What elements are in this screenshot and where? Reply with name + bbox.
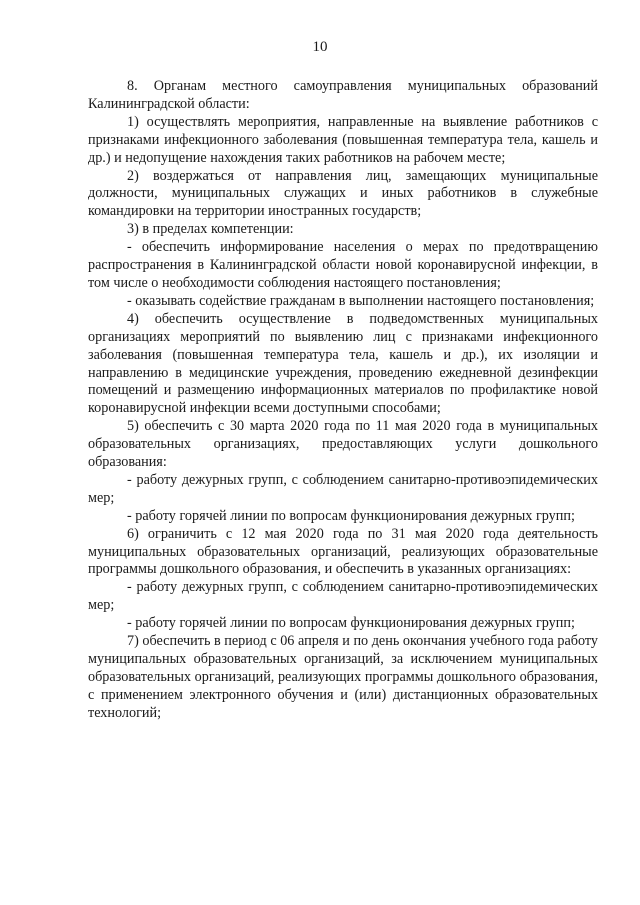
page-number: 10 — [312, 39, 328, 55]
paragraph-item-8: 8. Органам местного самоуправления муниципальных образований Калининградской области: — [88, 78, 598, 112]
paragraph-subitem-4: 4) обеспечить осуществление в подведомственных муниципальных организациях мероприятий по выявлению лиц с признаками инфекционного заболевания (повышенная температура тела, кашель и др.), их изоляции и направлению в медицинские учреждения, проведению ежедневной дезинфекции помещений и размещению информационных материалов по профилактике новой коронавирусной инфекции всеми доступными способами; — [88, 310, 598, 417]
paragraph-subitem-3: 3) в пределах компетенции: — [127, 221, 294, 238]
paragraph-dash-hotline: - работу горячей линии по вопросам функционирования дежурных групп; — [127, 507, 575, 524]
paragraph-subitem-1: 1) осуществлять мероприятия, направленные на выявление работников с признаками инфекционного заболевания (повышенная температура тела, кашель и др.) и недопущение нахождения таких работников на рабочем месте; — [88, 113, 598, 166]
paragraph-subitem-7: 7) обеспечить в период с 06 апреля и по день окончания учебного года работу муниципальных образовательных организаций, за исключением муниципальных образовательных организаций, реализующих программы дошкольного образования, с применением электронного обучения и (или) дистанционных образовательных технологий; — [88, 633, 598, 721]
paragraph-dash-duty-groups: - работу дежурных групп, с соблюдением санитарно-противоэпидемических мер; — [88, 471, 598, 506]
paragraph-dash-hotline-2: - работу горячей линии по вопросам функционирования дежурных групп; — [127, 615, 575, 632]
paragraph-dash-inform: - обеспечить информирование населения о мерах по предотвращению распространения в Калининградской области новой коронавирусной инфекции, в том числе о необходимости соблюдения настоящего постановления; — [88, 239, 598, 291]
paragraph-dash-duty-groups-2: - работу дежурных групп, с соблюдением санитарно-противоэпидемических мер; — [88, 579, 598, 614]
paragraph-subitem-2: 2) воздержаться от направления лиц, замещающих муниципальные должности, муниципальных служащих и иных работников в служебные командировки на территории иностранных государств; — [88, 167, 598, 220]
paragraph-subitem-6: 6) ограничить с 12 мая 2020 года по 31 мая 2020 года деятельность муниципальных образовательных организаций, реализующих образовательные программы дошкольного образования, и обеспечить в указанных организациях: — [88, 525, 598, 578]
paragraph-dash-assist: - оказывать содействие гражданам в выполнении настоящего постановления; — [127, 292, 595, 309]
document-body — [88, 78, 598, 723]
paragraph-subitem-5: 5) обеспечить с 30 марта 2020 года по 11 мая 2020 года в муниципальных образовательных организациях, предоставляющих услуги дошкольного образования: — [88, 418, 598, 471]
